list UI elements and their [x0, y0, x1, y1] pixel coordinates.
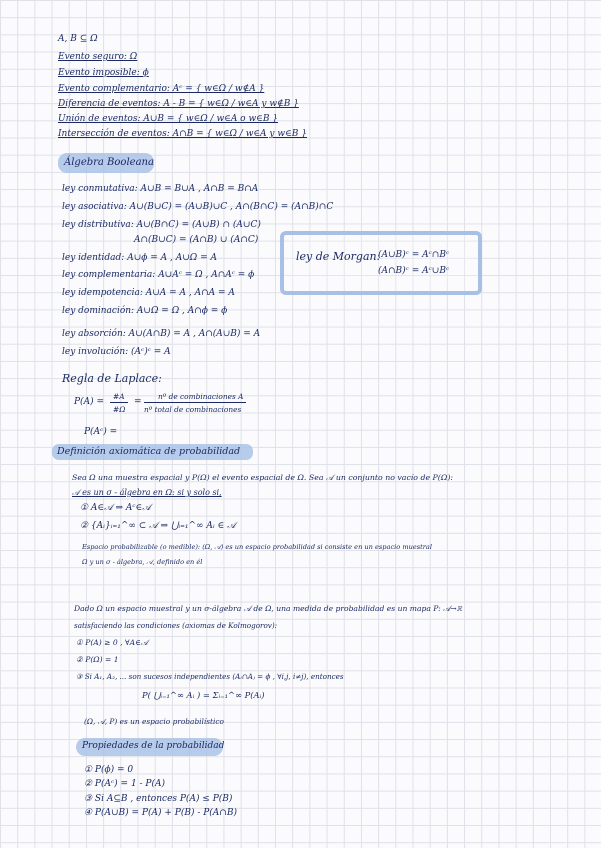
algebra-title: Álgebra Booleana	[64, 157, 154, 168]
laplace-eq: =	[134, 397, 142, 407]
union-eventos: Unión de eventos: A∪B = { w∈Ω / w∈A o w∈B }	[58, 114, 279, 124]
laplace-word-den: nº total de combinaciones	[144, 405, 242, 414]
medida-line-2: satisfaciendo las condiciones (axiomas de Kolmogorov):	[74, 621, 278, 630]
morgan-box	[280, 231, 482, 295]
axiom-1: ① P(A) ≥ 0 , ∀A∈𝒜	[76, 638, 148, 647]
medida-line-1: Dado Ω un espacio muestral y un σ-álgebra 𝒜 de Ω, una medida de probabilidad es un mapa P: 𝒜→ℝ	[74, 604, 463, 613]
laplace-frac-line-1	[110, 402, 128, 403]
evento-complementario: Evento complementario: Aᶜ = { w∈Ω / w∉A }	[58, 84, 265, 94]
morgan-law-2: (A∩B)ᶜ = Aᶜ∪Bᶜ	[378, 266, 450, 276]
axiomatica-title: Definición axiomática de probabilidad	[57, 446, 241, 457]
sigma-condition-1: ① A∈𝒜 ⇒ Aᶜ∈𝒜	[80, 503, 151, 513]
propiedad-4: ④ P(A∪B) = P(A) + P(B) - P(A∩B)	[84, 808, 237, 818]
ley-idempotencia: ley idempotencia: A∪A = A , A∩A = A	[62, 288, 235, 298]
morgan-label: ley de Morgan:	[296, 250, 381, 263]
propiedades-title: Propiedades de la probabilidad	[82, 741, 225, 751]
propiedad-3: ③ Si A⊆B , entonces P(A) ≤ P(B)	[84, 794, 233, 804]
laplace-lhs: P(A) =	[74, 397, 104, 407]
morgan-law-1: (A∪B)ᶜ = Aᶜ∩Bᶜ	[378, 250, 450, 260]
interseccion-eventos: Intersección de eventos: A∩B = { w∈Ω / w∈A y w∈B }	[58, 129, 307, 139]
diferencia-eventos: Diferencia de eventos: A - B = { w∈Ω / w∈A y w∉B }	[58, 99, 299, 109]
ley-conmutativa: ley conmutativa: A∪B = B∪A , A∩B = B∩A	[62, 184, 259, 194]
laplace-frac-num: #A	[113, 392, 125, 401]
ley-complementaria: ley complementaria: A∪Aᶜ = Ω , A∩Aᶜ = ϕ	[62, 270, 255, 280]
laplace-frac-den: #Ω	[113, 405, 126, 414]
sets-line: A, B ⊆ Ω	[58, 34, 98, 44]
ley-identidad: ley identidad: A∪ϕ = A , A∪Ω = A	[62, 253, 217, 263]
ley-distributiva-1: ley distributiva: A∪(B∩C) = (A∪B) ∩ (A∪C)	[62, 220, 261, 230]
ley-absorcion: ley absorción: A∪(A∩B) = A , A∩(A∪B) = A	[62, 329, 261, 339]
evento-seguro: Evento seguro: Ω	[58, 52, 138, 62]
sigma-condition-2: ② {Aᵢ}ᵢ₌₁^∞ ⊂ 𝒜 ⇒ ⋃ᵢ₌₁^∞ Aᵢ ∈ 𝒜	[80, 521, 236, 531]
axiom-3: ③ Si A₁, A₂, ... son sucesos independientes (Aᵢ∩Aⱼ = ϕ , ∀i,j, i≠j), entonces	[76, 672, 344, 681]
axiomatica-line-1: Sea Ω una muestra espacial y P(Ω) el evento espacial de Ω. Sea 𝒜 un conjunto no vacío de P(Ω):	[72, 473, 453, 482]
espacio-probabilistico: (Ω, 𝒜, P) es un espacio probabilístico	[84, 717, 224, 726]
espacio-probabilizable-1: Espacio probabilizable (o medible): (Ω, 𝒜) es un espacio probabilidad si consiste en un espacio muestral	[82, 543, 432, 551]
propiedad-2: ② P(Aᶜ) = 1 - P(A)	[84, 779, 166, 789]
espacio-probabilizable-2: Ω y un σ - álgebra, 𝒜, definido en él	[82, 558, 203, 566]
axiomatica-line-2: 𝒜 es un σ - álgebra en Ω: si y solo si,	[72, 488, 222, 497]
ley-distributiva-2: A∩(B∪C) = (A∩B) ∪ (A∩C)	[134, 235, 259, 245]
axiom-3-formula: P( ⋃ᵢ₌₁^∞ Aᵢ ) = Σᵢ₌₁^∞ P(Aᵢ)	[142, 690, 265, 700]
ley-dominacion: ley dominación: A∪Ω = Ω , A∩ϕ = ϕ	[62, 306, 228, 316]
axiom-2: ② P(Ω) = 1	[76, 655, 119, 664]
propiedad-1: ① P(ϕ) = 0	[84, 765, 134, 775]
laplace-word-num: nº de combinaciones A	[158, 392, 244, 401]
ley-asociativa: ley asociativa: A∪(B∪C) = (A∪B)∪C , A∩(B∩C) = (A∩B)∩C	[62, 202, 334, 212]
ley-involucion: ley involución: (Aᶜ)ᶜ = A	[62, 347, 171, 357]
laplace-frac-line-2	[144, 402, 246, 403]
evento-imposible: Evento imposible: ϕ	[58, 68, 149, 78]
laplace-title: Regla de Laplace:	[62, 372, 162, 385]
laplace-complement: P(Aᶜ) =	[84, 427, 118, 437]
